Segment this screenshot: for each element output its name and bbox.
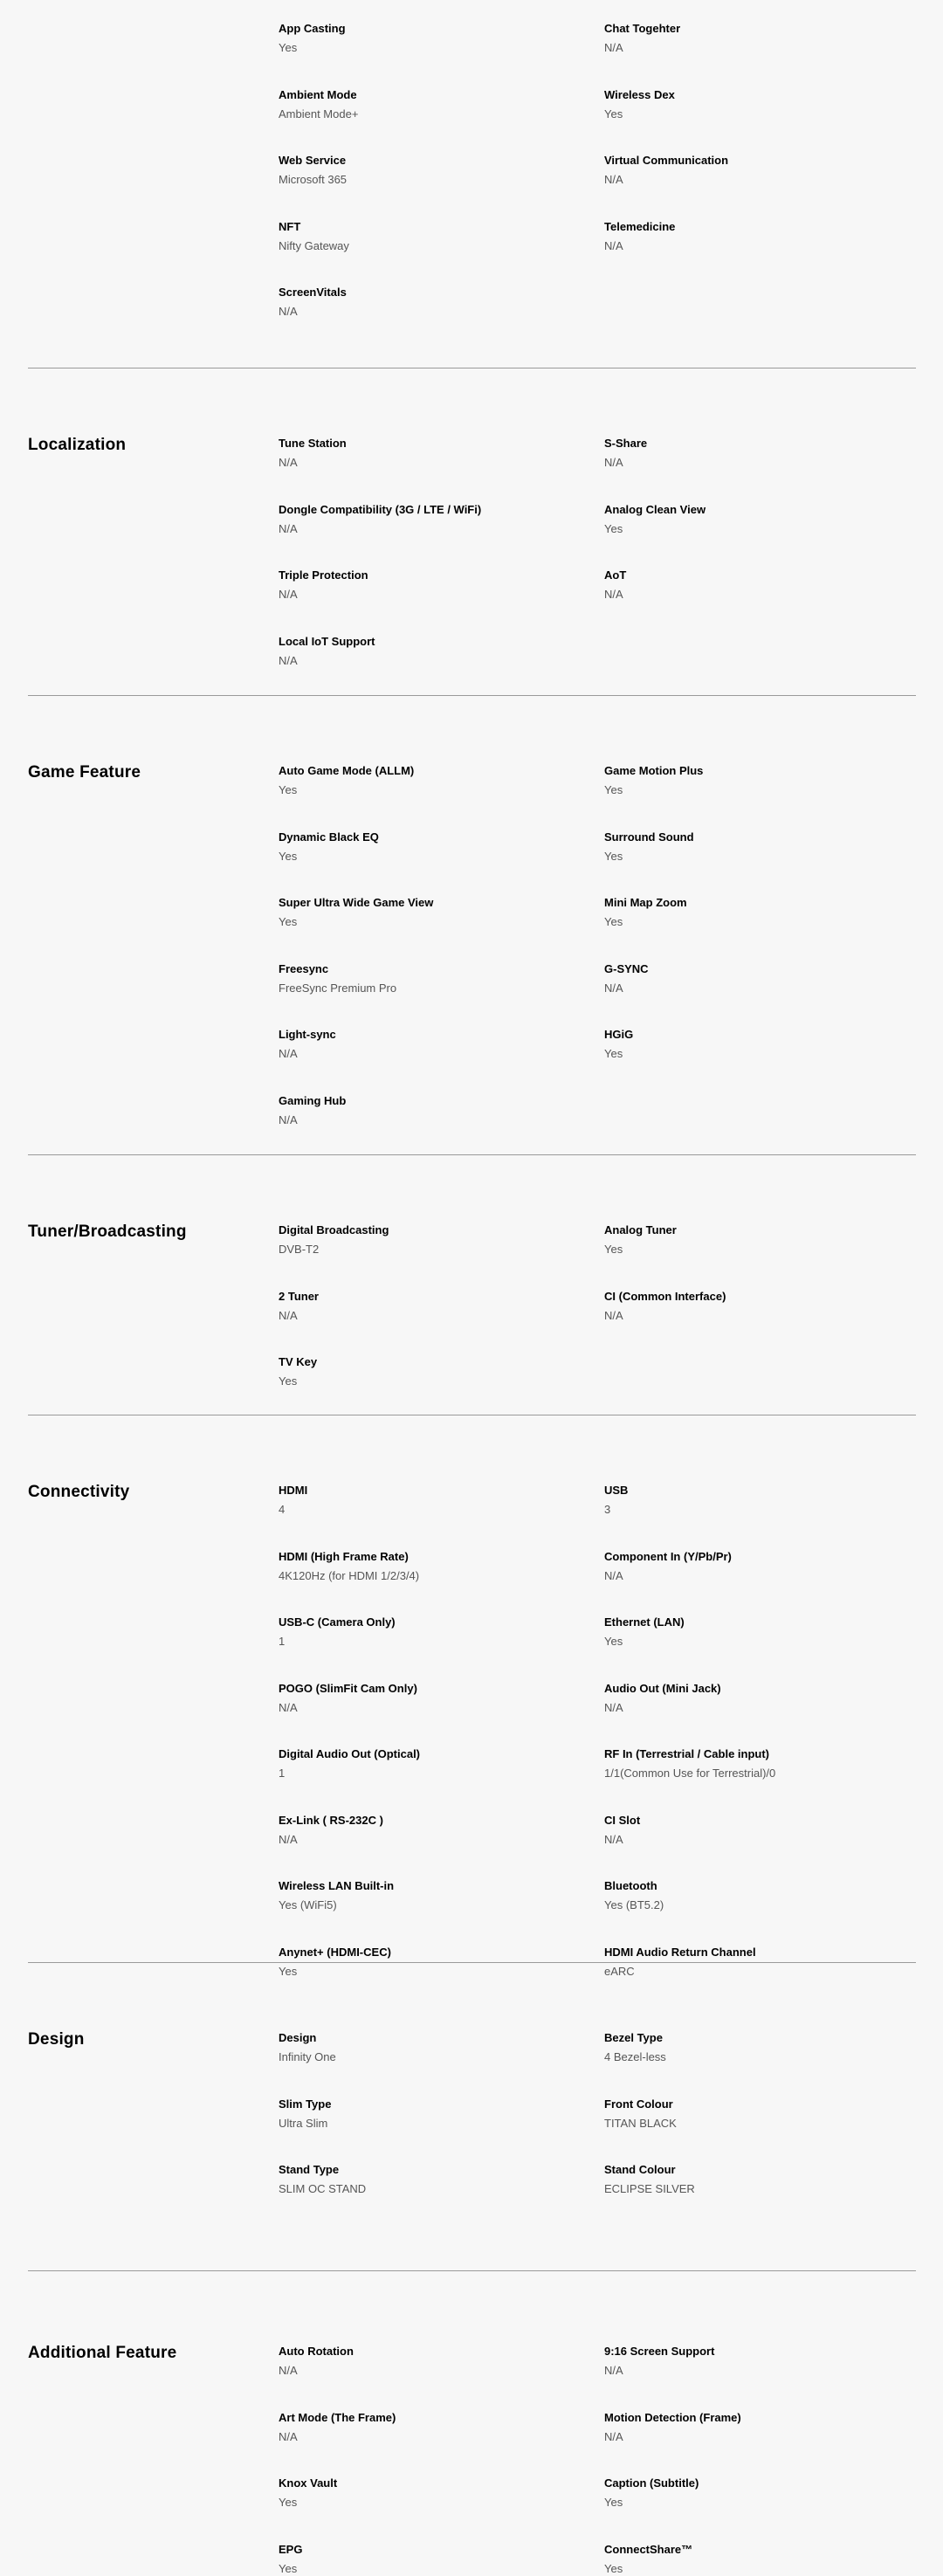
spec-item bbox=[604, 220, 675, 253]
spec-item bbox=[279, 896, 433, 929]
spec-item bbox=[604, 2345, 714, 2378]
spec-label: Chat Togehter bbox=[604, 22, 681, 35]
spec-value: N/A bbox=[604, 1568, 623, 1582]
spec-item bbox=[604, 830, 694, 864]
spec-value: N/A bbox=[604, 1700, 623, 1714]
spec-value: Yes bbox=[604, 915, 623, 928]
spec-label: Tune Station bbox=[279, 437, 347, 450]
spec-item bbox=[604, 896, 687, 929]
spec-label: Design bbox=[279, 2031, 317, 2044]
spec-label: Motion Detection (Frame) bbox=[604, 2410, 741, 2424]
spec-label: Auto Rotation bbox=[279, 2345, 354, 2358]
spec-value: Infinity One bbox=[279, 2050, 336, 2063]
spec-label: Anynet+ (HDMI-CEC) bbox=[279, 1945, 391, 1959]
spec-item bbox=[279, 1814, 383, 1847]
spec-value: N/A bbox=[279, 521, 298, 535]
section-title: Connectivity bbox=[28, 1483, 130, 1501]
spec-value: Yes bbox=[604, 107, 623, 121]
spec-label: Front Colour bbox=[604, 2097, 673, 2111]
spec-value: Yes bbox=[279, 1374, 298, 1388]
spec-item bbox=[279, 2476, 337, 2510]
spec-item bbox=[279, 1615, 396, 1649]
spec-item bbox=[604, 1814, 640, 1847]
spec-item bbox=[279, 2345, 354, 2378]
spec-label: Audio Out (Mini Jack) bbox=[604, 1681, 721, 1695]
spec-value: N/A bbox=[279, 2429, 298, 2443]
spec-label: Digital Audio Out (Optical) bbox=[279, 1747, 421, 1760]
spec-value: Nifty Gateway bbox=[279, 238, 349, 252]
spec-value: N/A bbox=[279, 1047, 298, 1060]
spec-label: CI (Common Interface) bbox=[604, 1289, 726, 1303]
spec-item bbox=[279, 503, 481, 536]
spec-label: ConnectShare™ bbox=[604, 2542, 693, 2556]
section-title: Design bbox=[28, 2030, 85, 2049]
spec-item bbox=[279, 1028, 336, 1061]
spec-value: N/A bbox=[279, 1308, 298, 1322]
spec-label: Component In (Y/Pb/Pr) bbox=[604, 1549, 732, 1563]
spec-value: 4K120Hz (for HDMI 1/2/3/4) bbox=[279, 1568, 420, 1582]
spec-label: Bezel Type bbox=[604, 2031, 663, 2044]
spec-label: Caption (Subtitle) bbox=[604, 2476, 699, 2490]
spec-value: Yes bbox=[279, 849, 298, 863]
section-divider bbox=[28, 695, 916, 696]
spec-value: N/A bbox=[604, 1832, 623, 1846]
section-title: Game Feature bbox=[28, 763, 141, 782]
spec-value: Yes bbox=[604, 783, 623, 796]
spec-value: 4 bbox=[279, 1503, 286, 1516]
spec-value: Yes bbox=[279, 915, 298, 928]
spec-value: Yes bbox=[279, 783, 298, 796]
spec-label: Knox Vault bbox=[279, 2476, 338, 2490]
section-title: Tuner/Broadcasting bbox=[28, 1223, 187, 1241]
spec-label: HDMI Audio Return Channel bbox=[604, 1945, 756, 1959]
spec-item bbox=[604, 1028, 633, 1061]
spec-item bbox=[604, 22, 680, 55]
spec-label: Super Ultra Wide Game View bbox=[279, 896, 434, 909]
spec-value: N/A bbox=[604, 238, 623, 252]
spec-item bbox=[604, 1747, 775, 1780]
spec-item bbox=[279, 220, 349, 253]
spec-item bbox=[279, 1094, 346, 1127]
spec-label: Surround Sound bbox=[604, 830, 694, 844]
spec-value: TITAN BLACK bbox=[604, 2116, 677, 2130]
spec-value: 3 bbox=[604, 1503, 611, 1516]
spec-item bbox=[279, 764, 414, 797]
spec-value: N/A bbox=[604, 2364, 623, 2377]
spec-item bbox=[604, 2543, 692, 2576]
spec-value: Yes bbox=[279, 41, 298, 54]
spec-value: N/A bbox=[279, 2364, 298, 2377]
spec-value: SLIM OC STAND bbox=[279, 2182, 367, 2195]
spec-value: Yes bbox=[604, 2561, 623, 2575]
spec-item bbox=[279, 2543, 302, 2576]
spec-item bbox=[604, 2163, 695, 2196]
spec-item bbox=[279, 1879, 394, 1912]
spec-item bbox=[279, 2163, 366, 2196]
spec-value: N/A bbox=[604, 981, 623, 995]
spec-value: Yes bbox=[604, 2496, 623, 2509]
spec-item bbox=[604, 437, 647, 470]
spec-label: Analog Clean View bbox=[604, 502, 706, 516]
spec-label: Wireless Dex bbox=[604, 87, 675, 101]
spec-label: USB-C (Camera Only) bbox=[279, 1615, 396, 1629]
spec-item bbox=[279, 286, 347, 319]
spec-value: Yes (BT5.2) bbox=[604, 1898, 664, 1911]
spec-value: N/A bbox=[279, 588, 298, 601]
spec-label: HGiG bbox=[604, 1028, 634, 1041]
spec-label: Ethernet (LAN) bbox=[604, 1615, 685, 1629]
spec-label: NFT bbox=[279, 219, 301, 233]
spec-item bbox=[279, 1223, 389, 1257]
spec-label: Bluetooth bbox=[604, 1879, 657, 1892]
spec-item bbox=[279, 2411, 396, 2444]
spec-label: HDMI (High Frame Rate) bbox=[279, 1549, 409, 1563]
spec-label: TV Key bbox=[279, 1355, 318, 1368]
spec-item bbox=[604, 764, 703, 797]
spec-value: Yes bbox=[604, 1047, 623, 1060]
spec-value: Yes bbox=[279, 2496, 298, 2509]
spec-label: Dongle Compatibility (3G / LTE / WiFi) bbox=[279, 502, 482, 516]
spec-item bbox=[604, 2411, 741, 2444]
spec-item bbox=[604, 1879, 664, 1912]
spec-item bbox=[279, 2031, 336, 2064]
spec-label: HDMI bbox=[279, 1484, 308, 1497]
spec-value: 1 bbox=[279, 1635, 286, 1648]
spec-value: Yes bbox=[604, 1635, 623, 1648]
spec-value: N/A bbox=[279, 305, 298, 318]
spec-item bbox=[279, 88, 358, 121]
spec-item bbox=[604, 503, 706, 536]
spec-value: Yes bbox=[279, 1964, 298, 1978]
spec-item bbox=[279, 1682, 417, 1715]
spec-label: Virtual Communication bbox=[604, 154, 729, 167]
spec-value: 1 bbox=[279, 1767, 286, 1780]
spec-item bbox=[279, 962, 396, 995]
spec-label: Freesync bbox=[279, 961, 329, 975]
spec-value: 4 Bezel-less bbox=[604, 2050, 666, 2063]
spec-item bbox=[279, 1550, 419, 1583]
spec-value: N/A bbox=[279, 1832, 298, 1846]
spec-item bbox=[279, 437, 347, 470]
spec-label: USB bbox=[604, 1484, 629, 1497]
spec-label: 9:16 Screen Support bbox=[604, 2345, 715, 2358]
spec-value: Ultra Slim bbox=[279, 2116, 328, 2130]
spec-label: App Casting bbox=[279, 22, 346, 35]
spec-item bbox=[604, 88, 675, 121]
spec-label: Game Motion Plus bbox=[604, 764, 704, 777]
section-title: Localization bbox=[28, 436, 127, 454]
spec-label: Slim Type bbox=[279, 2097, 332, 2111]
spec-item bbox=[279, 635, 375, 668]
spec-item bbox=[604, 1484, 628, 1517]
spec-label: CI Slot bbox=[604, 1813, 641, 1827]
spec-item bbox=[604, 1223, 677, 1257]
spec-label: Ex-Link ( RS-232C ) bbox=[279, 1813, 383, 1827]
spec-label: Wireless LAN Built-in bbox=[279, 1879, 395, 1892]
spec-item bbox=[604, 2476, 699, 2510]
spec-value: N/A bbox=[279, 653, 298, 667]
spec-label: 2 Tuner bbox=[279, 1289, 319, 1303]
spec-label: Digital Broadcasting bbox=[279, 1223, 389, 1236]
spec-label: Triple Protection bbox=[279, 568, 368, 582]
section-divider bbox=[28, 2270, 916, 2271]
spec-label: Analog Tuner bbox=[604, 1223, 677, 1236]
spec-value: Yes bbox=[604, 521, 623, 535]
spec-value: N/A bbox=[604, 1308, 623, 1322]
spec-value: N/A bbox=[604, 173, 623, 186]
spec-label: POGO (SlimFit Cam Only) bbox=[279, 1681, 417, 1695]
spec-label: Mini Map Zoom bbox=[604, 896, 687, 909]
spec-value: eARC bbox=[604, 1964, 635, 1978]
spec-value: N/A bbox=[604, 456, 623, 469]
spec-item bbox=[604, 2031, 666, 2064]
spec-label: ScreenVitals bbox=[279, 286, 347, 299]
section-title: Additional Feature bbox=[28, 2344, 177, 2362]
spec-label: Auto Game Mode (ALLM) bbox=[279, 764, 415, 777]
spec-label: S-Share bbox=[604, 437, 648, 450]
spec-label: Stand Colour bbox=[604, 2163, 676, 2176]
spec-value: N/A bbox=[279, 456, 298, 469]
spec-label: Light-sync bbox=[279, 1028, 336, 1041]
spec-value: FreeSync Premium Pro bbox=[279, 981, 397, 995]
spec-label: Gaming Hub bbox=[279, 1093, 347, 1107]
spec-value: N/A bbox=[604, 2429, 623, 2443]
spec-value: Yes bbox=[279, 2561, 298, 2575]
spec-item bbox=[604, 1682, 721, 1715]
spec-item bbox=[279, 1290, 319, 1323]
spec-value: ECLIPSE SILVER bbox=[604, 2182, 695, 2195]
spec-label: AoT bbox=[604, 568, 627, 582]
spec-value: N/A bbox=[279, 1112, 298, 1126]
spec-item bbox=[604, 154, 728, 187]
spec-label: Ambient Mode bbox=[279, 87, 357, 101]
spec-item bbox=[604, 1550, 732, 1583]
spec-value: Ambient Mode+ bbox=[279, 107, 359, 121]
spec-item bbox=[279, 568, 368, 602]
spec-item bbox=[279, 830, 379, 864]
spec-label: Art Mode (The Frame) bbox=[279, 2410, 396, 2424]
spec-item bbox=[604, 568, 626, 602]
spec-value: 1/1(Common Use for Terrestrial)/0 bbox=[604, 1767, 776, 1780]
spec-value: Microsoft 365 bbox=[279, 173, 348, 186]
spec-item bbox=[604, 1290, 726, 1323]
spec-item bbox=[279, 1747, 420, 1780]
spec-value: Yes bbox=[604, 849, 623, 863]
spec-label: Telemedicine bbox=[604, 219, 676, 233]
spec-value: N/A bbox=[279, 1700, 298, 1714]
spec-value: DVB-T2 bbox=[279, 1243, 320, 1256]
spec-value: Yes bbox=[604, 1243, 623, 1256]
spec-value: N/A bbox=[604, 41, 623, 54]
spec-label: G-SYNC bbox=[604, 961, 649, 975]
spec-item bbox=[279, 154, 347, 187]
spec-item bbox=[279, 1355, 317, 1388]
spec-item bbox=[279, 2097, 331, 2131]
spec-label: Local IoT Support bbox=[279, 634, 375, 648]
spec-label: Web Service bbox=[279, 154, 347, 167]
spec-item bbox=[604, 2097, 677, 2131]
spec-label: Stand Type bbox=[279, 2163, 340, 2176]
spec-label: Dynamic Black EQ bbox=[279, 830, 379, 844]
spec-item bbox=[279, 1484, 307, 1517]
spec-label: RF In (Terrestrial / Cable input) bbox=[604, 1747, 770, 1760]
spec-item bbox=[279, 22, 346, 55]
spec-label: EPG bbox=[279, 2542, 303, 2556]
section-divider bbox=[28, 1962, 916, 1963]
spec-value: N/A bbox=[604, 588, 623, 601]
spec-item bbox=[604, 962, 649, 995]
spec-item bbox=[604, 1615, 685, 1649]
spec-value: Yes (WiFi5) bbox=[279, 1898, 337, 1911]
section-divider bbox=[28, 1154, 916, 1155]
